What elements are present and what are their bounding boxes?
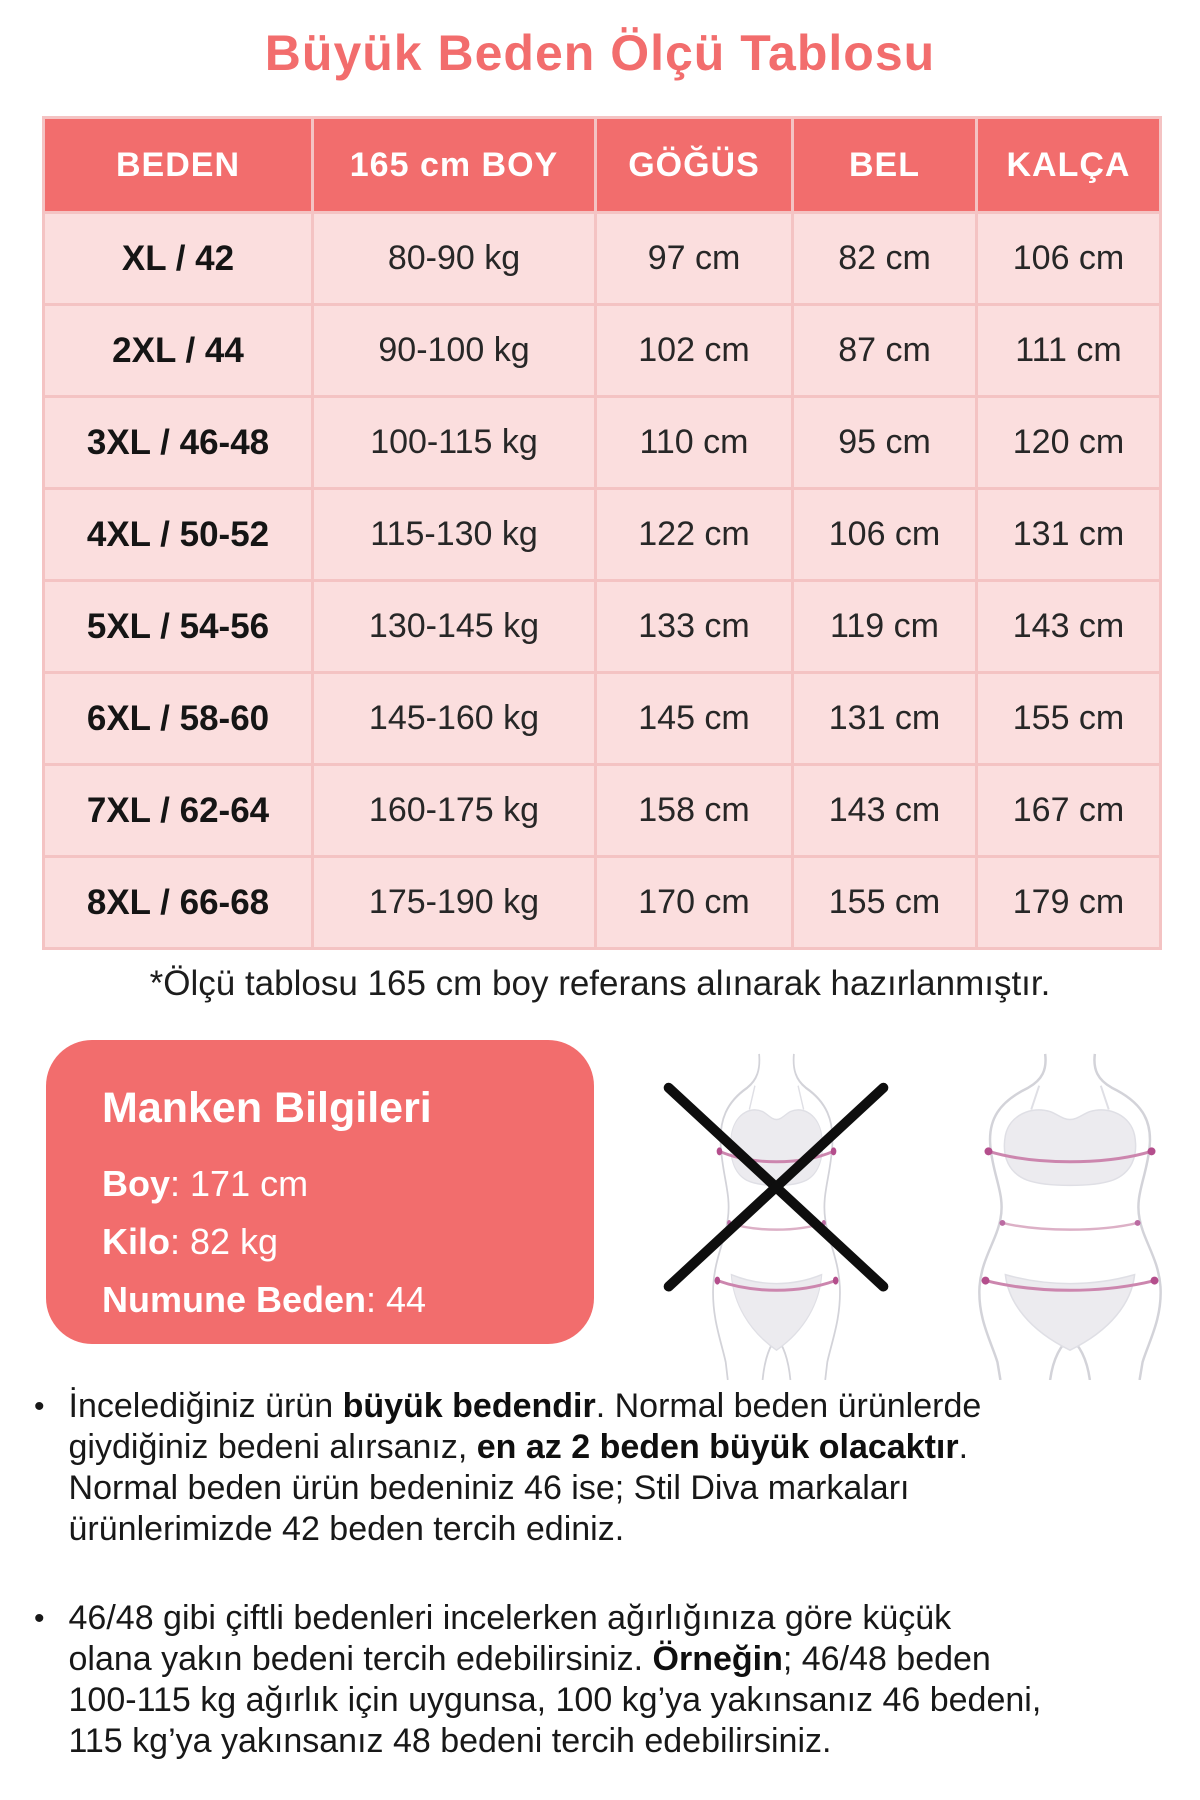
slim-body-figure-crossed-out-illustration [652,1042,902,1380]
measure-cell: 131 cm [978,490,1159,579]
x-mark-icon [669,1088,884,1287]
table-row [45,214,1159,303]
column-header: GÖĞÜS [597,119,791,211]
header-row [45,119,1159,211]
bullet-dot-icon: • [34,1390,45,1423]
measure-cell: 160-175 kg [314,766,594,855]
body-figures-illustration [650,1042,1200,1382]
plus-size-body-figure-illustration [945,1042,1195,1380]
measure-cell: 110 cm [597,398,791,487]
size-cell: 6XL / 58-60 [45,674,311,763]
measure-cell: 179 cm [978,858,1159,947]
measure-cell: 145-160 kg [314,674,594,763]
measure-cell: 170 cm [597,858,791,947]
measure-cell: 143 cm [794,766,975,855]
table-footnote: *Ölçü tablosu 165 cm boy referans alınarak hazırlanmıştır. [149,964,1051,1003]
table-row [45,490,1159,579]
model-info-box [46,1040,594,1344]
measure-cell: 102 cm [597,306,791,395]
column-header: BEDEN [45,119,311,211]
measure-cell: 130-145 kg [314,582,594,671]
size-table [42,116,1162,950]
measure-cell: 82 cm [794,214,975,303]
column-header: KALÇA [978,119,1159,211]
model-info-lines [102,1163,564,1321]
measure-cell: 106 cm [794,490,975,579]
size-cell: 4XL / 50-52 [45,490,311,579]
table-row [45,674,1159,763]
bullet-dot-icon: • [34,1602,45,1635]
column-header: 165 cm BOY [314,119,594,211]
measure-cell: 145 cm [597,674,791,763]
measure-cell: 115-130 kg [314,490,594,579]
measure-cell: 80-90 kg [314,214,594,303]
table-row [45,858,1159,947]
measure-cell: 122 cm [597,490,791,579]
measure-cell: 90-100 kg [314,306,594,395]
table-row [45,582,1159,671]
size-cell: 8XL / 66-68 [45,858,311,947]
measure-cell: 155 cm [794,858,975,947]
table-row [45,398,1159,487]
model-info-line: Numune Beden: 44 [102,1279,427,1320]
size-table-body [45,214,1159,947]
size-cell: XL / 42 [45,214,311,303]
measure-cell: 158 cm [597,766,791,855]
measure-cell: 87 cm [794,306,975,395]
bullet-text: 46/48 gibi çiftli bedenleri incelerken ağırlığınıza göre küçük olana yakın bedeni tercih edebilirsiniz. Örneğin; 46/48 beden 100-115 kg ağırlık için uygunsa, 100 kg’ya yakınsanız 46 bedeni, 115 kg’ya yakınsanız 48 bedeni tercih edebilirsiniz. [68,1599,1042,1760]
measure-cell: 95 cm [794,398,975,487]
model-info-line: Boy: 171 cm [102,1163,309,1204]
measure-cell: 106 cm [978,214,1159,303]
measure-cell: 167 cm [978,766,1159,855]
bullet-item [34,1386,1184,1550]
table-row [45,766,1159,855]
measure-cell: 143 cm [978,582,1159,671]
bullet-item [34,1598,1184,1762]
page-title: Büyük Beden Ölçü Tablosu [264,25,936,81]
info-bullet-list [34,1386,1184,1762]
bullet-text: İncelediğiniz ürün büyük bedendir. Normal beden ürünlerde giydiğiniz bedeni alırsanız, en az 2 beden büyük olacaktır. Normal beden ürün bedeniniz 46 ise; Stil Diva markaları ürünlerimizde 42 beden tercih ediniz. [68,1387,982,1548]
measure-cell: 175-190 kg [314,858,594,947]
column-header: BEL [794,119,975,211]
measure-cell: 131 cm [794,674,975,763]
size-cell: 3XL / 46-48 [45,398,311,487]
measure-cell: 155 cm [978,674,1159,763]
measure-cell: 100-115 kg [314,398,594,487]
table-row [45,306,1159,395]
size-cell: 5XL / 54-56 [45,582,311,671]
measure-cell: 111 cm [978,306,1159,395]
size-cell: 2XL / 44 [45,306,311,395]
plus-size-body-figure [979,1054,1160,1380]
measure-cell: 133 cm [597,582,791,671]
size-cell: 7XL / 62-64 [45,766,311,855]
measure-cell: 120 cm [978,398,1159,487]
slim-body-figure [713,1054,840,1380]
size-table-header [45,119,1159,211]
model-info-line: Kilo: 82 kg [102,1221,279,1262]
measure-cell: 97 cm [597,214,791,303]
model-info-heading: Manken Bilgileri [102,1084,432,1132]
measure-cell: 119 cm [794,582,975,671]
